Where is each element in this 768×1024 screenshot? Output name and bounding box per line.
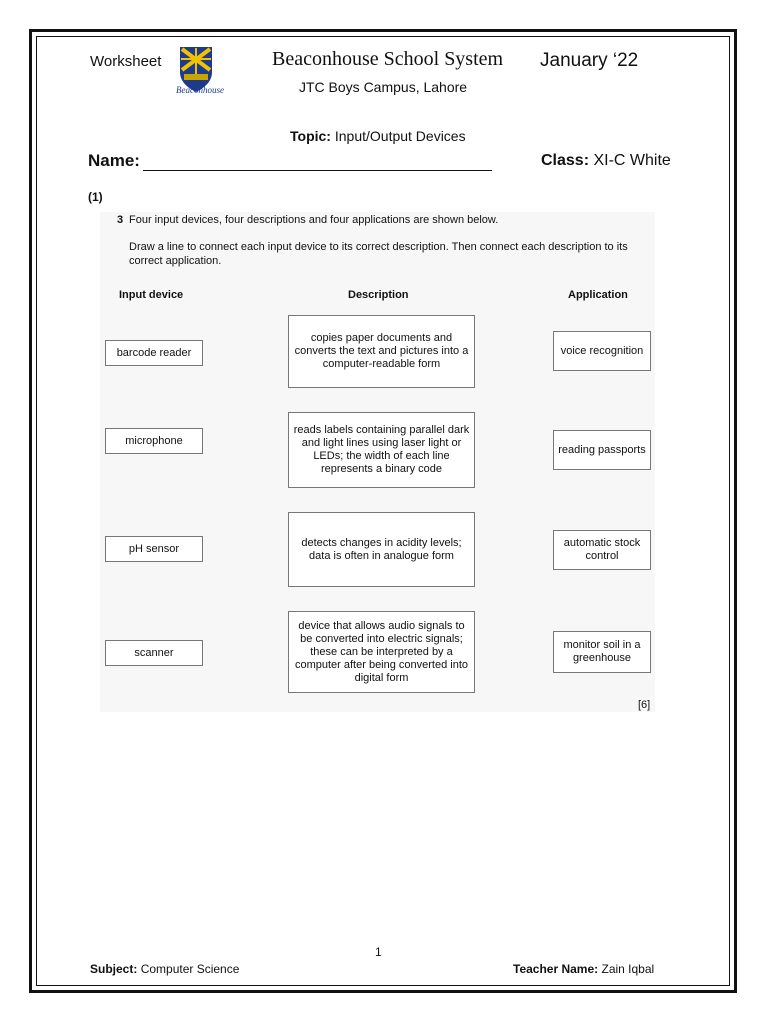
worksheet-date: January ‘22: [540, 50, 639, 71]
description-box[interactable]: detects changes in acidity levels; data is often in analogue form: [288, 512, 475, 587]
topic-label: Topic:: [290, 128, 331, 144]
marks-label: [6]: [638, 699, 651, 711]
application-box[interactable]: voice recognition: [553, 331, 651, 371]
application-box[interactable]: monitor soil in a greenhouse: [553, 631, 651, 673]
application-box[interactable]: reading passports: [553, 430, 651, 470]
page-number: 1: [375, 945, 382, 959]
input-device-box[interactable]: scanner: [105, 640, 203, 666]
question-intro: Four input devices, four descriptions and four applications are shown below.: [129, 214, 499, 226]
column-header-input: Input device: [119, 289, 184, 301]
subject-label: Subject:: [90, 962, 138, 976]
class-label: Class:: [541, 152, 590, 169]
footer-teacher: [513, 962, 654, 976]
teacher-value: Zain Iqbal: [601, 962, 655, 976]
question-instruction: Draw a line to connect each input device to its correct description. Then connect each description to its correct application.: [129, 241, 628, 267]
input-device-box[interactable]: microphone: [105, 428, 203, 454]
input-device-box[interactable]: pH sensor: [105, 536, 203, 562]
footer-subject: [90, 962, 239, 976]
class-value: XI-C White: [593, 152, 671, 169]
description-box[interactable]: reads labels containing parallel dark and light lines using laser light or LEDs; the width of each line represents a binary code: [288, 412, 475, 488]
column-header-description: Description: [348, 289, 409, 301]
name-label: Name:: [88, 151, 140, 170]
class-line: [541, 152, 671, 170]
subject-value: Computer Science: [140, 962, 240, 976]
description-box[interactable]: copies paper documents and converts the text and pictures into a computer-readable form: [288, 315, 475, 388]
teacher-label: Teacher Name:: [513, 962, 599, 976]
topic-line: [290, 128, 466, 144]
campus-name: JTC Boys Campus, Lahore: [299, 79, 468, 95]
input-device-box[interactable]: barcode reader: [105, 340, 203, 366]
application-box[interactable]: automatic stock control: [553, 530, 651, 570]
section-number: (1): [88, 190, 103, 204]
name-blank-line[interactable]: [143, 170, 492, 171]
school-name: Beaconhouse School System: [272, 48, 504, 70]
topic-value: Input/Output Devices: [334, 128, 466, 144]
worksheet-label: Worksheet: [90, 53, 162, 70]
description-box[interactable]: device that allows audio signals to be converted into electric signals; these can be interpreted by a computer after being converted into digital form: [288, 611, 475, 693]
crest-caption: Beaconhouse: [176, 85, 224, 95]
column-header-application: Application: [568, 289, 628, 301]
question-number: 3: [117, 214, 124, 226]
